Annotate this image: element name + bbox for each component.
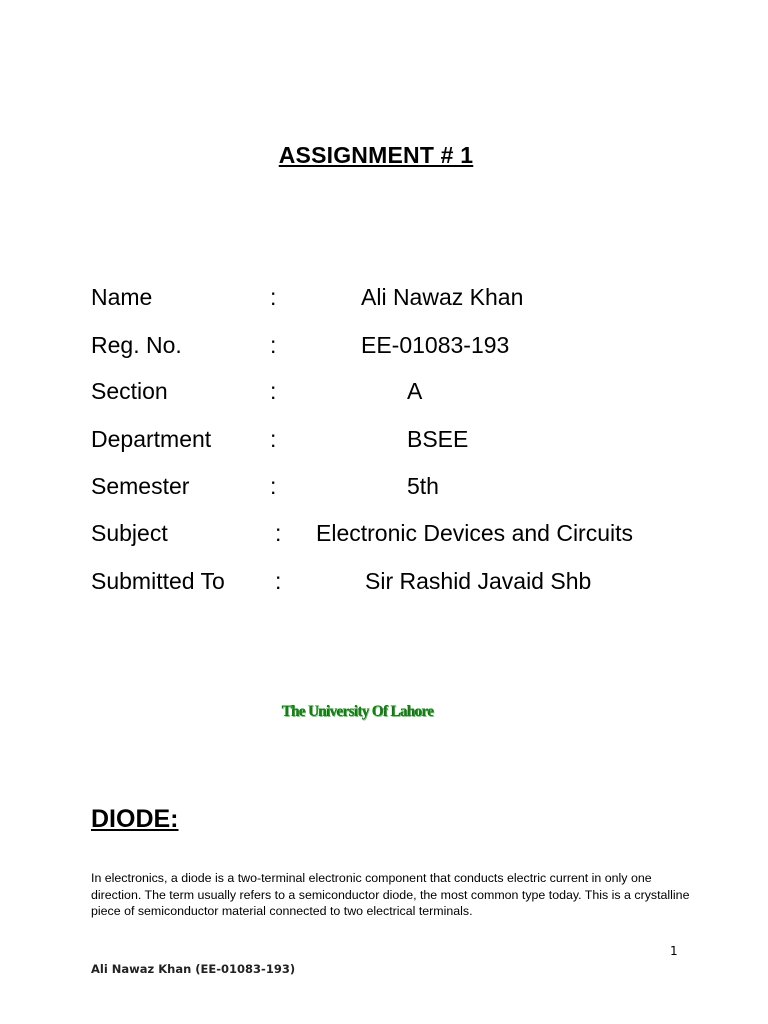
info-value-reg-no: EE-01083-193 [361,332,510,358]
info-label-reg-no: Reg. No. [91,332,182,358]
info-label-name: Name [91,284,153,310]
info-value-section: A [407,378,423,404]
info-value-name: Ali Nawaz Khan [361,284,524,310]
info-value-subject: Electronic Devices and Circuits [316,520,634,546]
info-label-submitted-to: Submitted To [91,568,225,594]
info-label-subject: Subject [91,520,168,546]
info-value-submitted-to: Sir Rashid Javaid Shb [365,568,592,594]
assignment-title: ASSIGNMENT # 1 [278,142,474,168]
page-number: 1 [670,944,678,958]
info-colon-subject: : [275,520,282,546]
page-footer: Ali Nawaz Khan (EE-01083-193) [91,962,296,976]
info-colon-semester: : [270,473,277,499]
body-paragraph: In electronics, a diode is a two-terminal electronic component that conducts electric current in only one direction. The term usually refers to a semiconductor diode, the most common type today. This is a crystalline piece of semiconductor material connected to two electrical terminals. [91,871,690,918]
info-colon-submitted-to: : [275,568,282,594]
section-heading-diode: DIODE: [91,805,179,833]
info-value-department: BSEE [407,426,469,452]
info-label-section: Section [91,378,168,404]
info-colon-section: : [270,378,277,404]
info-colon-name: : [270,284,277,310]
info-colon-department: : [270,426,277,452]
info-colon-reg-no: : [270,332,277,358]
info-label-semester: Semester [91,473,190,499]
university-logo-text: The University Of Lahore [282,703,434,721]
info-label-department: Department [91,426,212,452]
info-value-semester: 5th [407,473,439,499]
